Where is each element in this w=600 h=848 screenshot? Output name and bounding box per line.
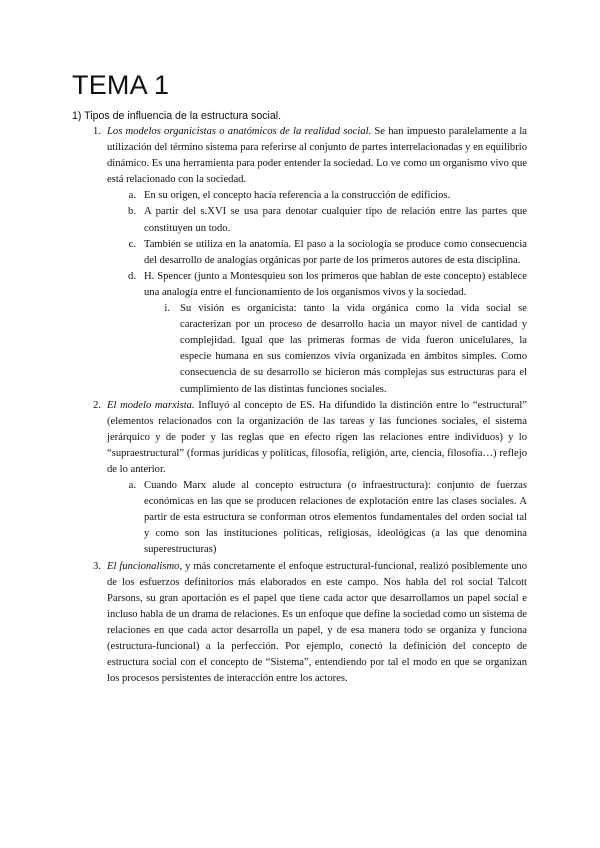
list-item-2 — [93, 398, 527, 478]
sub-item-text: También se utiliza en la anatomía. El paso a la sociología se produce como consecuencia del desarrollo de analogías orgánicas por parte de los primeros autores de esta disciplina. — [144, 238, 527, 266]
sub-sub-item-1di — [164, 301, 527, 398]
list-marker: 2. — [93, 399, 101, 411]
list-item-3 — [93, 559, 528, 688]
list-item-1 — [93, 124, 527, 188]
sub-item-text: A partir del s.XVI se usa para denotar cualquier tipo de relación entre las partes que constituyen un todo. — [144, 206, 527, 234]
document-body — [72, 124, 527, 687]
sub-item-1c — [128, 237, 527, 269]
list-marker: a. — [128, 190, 136, 202]
sub-item-text: En su origen, el concepto hacía referencia a la construcción de edificios. — [144, 190, 451, 202]
sub-item-text: H. Spencer (junto a Montesquieu son los primeros que hablan de este concepto) establece una analogía entre el funcionamiento de los organismos vivos y la sociedad. — [144, 270, 527, 298]
sub-item-1b — [128, 204, 527, 236]
sub-item-2a — [128, 478, 527, 558]
list-marker: 1. — [93, 126, 101, 137]
item-heading: El modelo marxista. — [107, 399, 195, 411]
sub-item-text: Cuando Marx alude al concepto estructura (o infraestructura): conjunto de fuerzas económicas en las que se producen relaciones de explotación entre las clases sociales. A partir de esta estructura se conforman otros elementos fundamentales del orden social tal y como son las instituciones políticas, religiosas, ideológicas (a las que denomina superestructuras) — [144, 480, 527, 556]
item-text: . Se han impuesto paralelamente a la utilización del término sistema para referirse al conjunto de partes interrelacionadas y en equilibrio dinámico. Es una herramienta para poder entender la sociedad. Lo ve como un organismo vivo que está relacionado con la sociedad. — [107, 126, 527, 186]
page-title: TEMA 1 — [72, 70, 170, 100]
item-text: Influyó al concepto de ES. Ha difundido la distinción entre lo “estructural” (elementos relacionados con la organización de las tareas y las funciones sociales, el sistema jerárquico y de poder y las reglas que en efecto rigen las relaciones entre individuos) y lo “supraestructural” (formas jurídicas y políticas, filosofía, religión, arte, ciencia, filosofía…) reflejo de lo anterior. — [107, 399, 527, 475]
list-marker: a. — [128, 480, 136, 492]
list-marker: b. — [128, 206, 136, 218]
sub-item-1a — [128, 188, 527, 204]
list-marker: c. — [128, 238, 136, 250]
list-marker: i. — [164, 303, 170, 315]
section-subtitle: 1) Tipos de influencia de la estructura social. — [72, 110, 282, 122]
item-heading: El funcionalismo — [107, 560, 180, 572]
list-marker: d. — [128, 270, 136, 282]
item-heading: Los modelos organicistas o anatómicos de la realidad social — [107, 126, 369, 137]
sub-item-1d — [128, 269, 527, 301]
item-text: , y más concretamente el enfoque estructural-funcional, realizó posiblemente uno de los esfuerzos definitorios más elaborados en este campo. Nos habla del rol social Talcott Parsons, su gran aportación es el papel que tiene cada actor que desarrollamos un papel social e incluso habla de un drama de relaciones. Es un enfoque que define la sociedad como un sistema de relaciones en que cada actor desarrolla un papel, y de esa manera todo se organiza y funciona (estructura-funcional) a la perfección. Por ejemplo, conectó la definición del concepto de estructura social con el concepto de “Sistema”, entendiendo por tal el modo en que se organizan los procesos persistentes de interacción entre los actores. — [107, 560, 528, 685]
sub-sub-item-text: Su visión es organicista: tanto la vida orgánica como la vida social se caracterizan por un proceso de desarrollo hacia un mayor nivel de cantidad y complejidad. Igual que las primeras formas de vida fueron unicelulares, la especie humana en sus comienzos vivía organizada en ámbitos simples. Como consecuencia de su desarrollo se hicieron más complejas sus estructuras para el cumplimiento de las distintas funciones sociales. — [180, 303, 527, 395]
list-marker: 3. — [93, 560, 101, 572]
